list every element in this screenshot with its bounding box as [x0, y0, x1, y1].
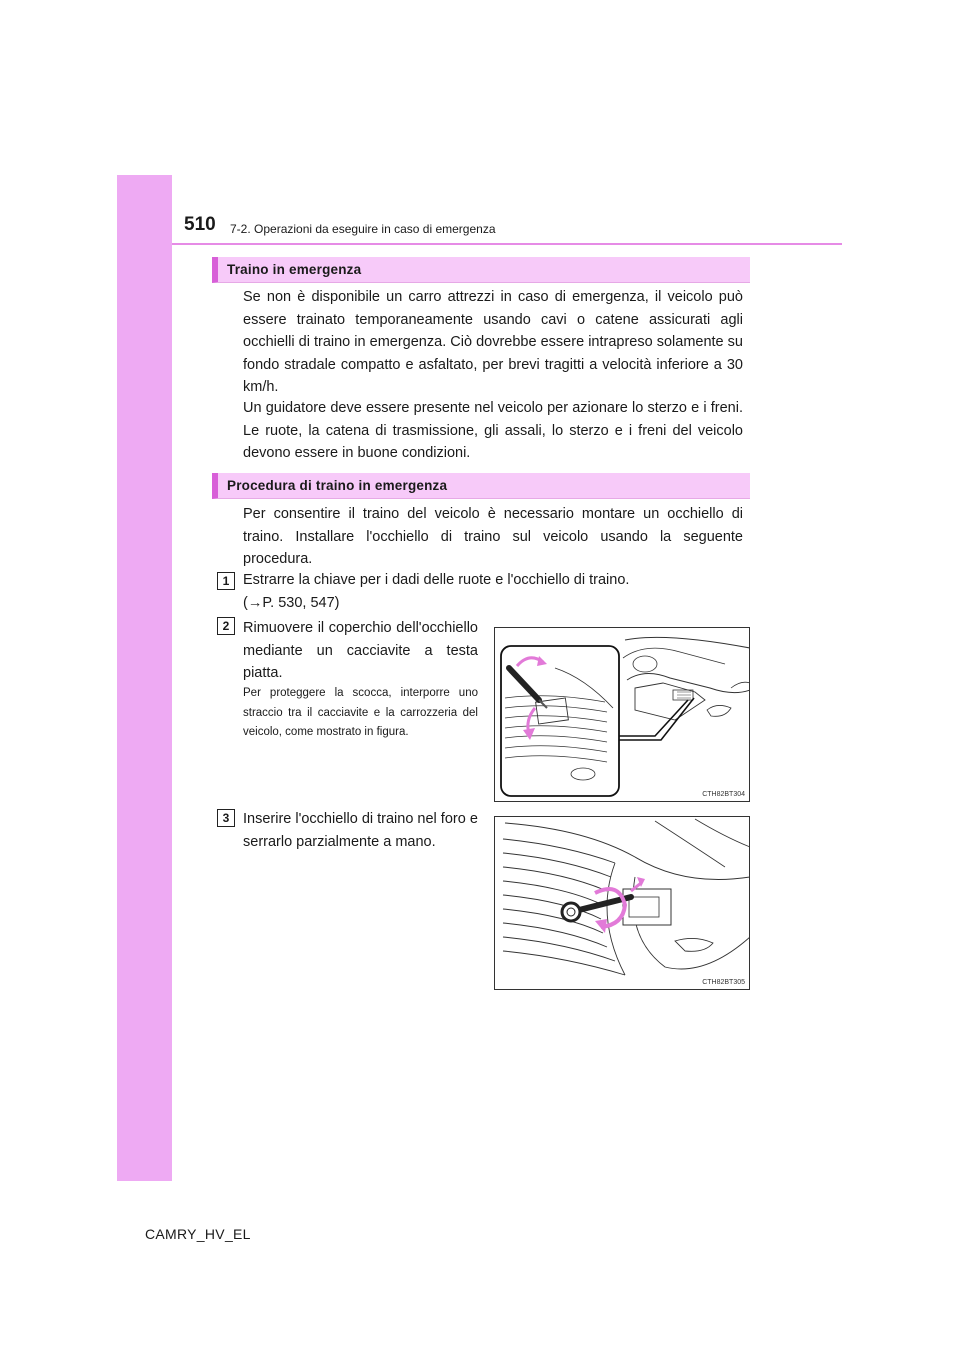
step-3-text: Inserire l'occhiello di traino nel foro e serrarlo parzialmente a mano.: [243, 811, 478, 850]
paragraph-procedure-intro: Per consentire il traino del veicolo è necessario montare un occhiello di traino. Installare l'occhiello di traino sul veicolo usando la seguente procedura.: [243, 506, 743, 567]
section-heading-procedura: [212, 473, 750, 499]
page-number: 510: [184, 214, 216, 235]
paragraph-traino-intro: Se non è disponibile un carro attrezzi in caso di emergenza, il veicolo può essere trainato temporaneamente usando cavi o catene assicurati agli occhielli di traino in emergenza. Ciò dovrebbe essere intrapreso solamente su fondo stradale compatto e asfaltato, per brevi tragitti a velocità inferiore a 30 km/h.: [243, 289, 743, 395]
section-heading-text: Traino in emergenza: [227, 262, 362, 277]
header-rule: [172, 243, 842, 245]
section-heading-text: Procedura di traino in emergenza: [227, 478, 448, 493]
chapter-sidebar-tab: [117, 175, 172, 1181]
screwdriver-cover-illustration: [495, 628, 750, 802]
step-2-note: Per proteggere la scocca, interporre uno straccio tra il cacciavite e la carrozzeria del veicolo, come mostrato in figura.: [243, 687, 478, 738]
step-1-instruction: Estrarre la chiave per i dadi delle ruote e l'occhiello di traino.: [243, 572, 630, 588]
figure-code: CTH82BT305: [702, 979, 745, 986]
page-reference-link[interactable]: P. 530, 547: [262, 594, 335, 611]
paragraph-driver-requirement: Un guidatore deve essere presente nel veicolo per azionare lo sterzo e i freni. Le ruote, la catena di trasmissione, gli assali, lo sterzo e i freni del veicolo devono essere in buone condizioni.: [243, 400, 743, 461]
reference-arrow-icon: →: [247, 594, 263, 611]
chapter-title: 7-2. Operazioni da eseguire in caso di emergenza: [230, 222, 496, 236]
figure-remove-eyelet-cover: [494, 627, 750, 802]
model-code-footer: CAMRY_HV_EL: [145, 1226, 251, 1242]
figure-insert-towing-eyelet: [494, 816, 750, 990]
step-number-2: 2: [217, 617, 235, 635]
step-1-text: Estrarre la chiave per i dadi delle ruote e l'occhiello di traino. (→P. 530, 547): [243, 572, 630, 611]
section-heading-traino: [212, 257, 750, 283]
step-number-3: 3: [217, 809, 235, 827]
step-number-1: 1: [217, 572, 235, 590]
figure-code: CTH82BT304: [702, 791, 745, 798]
towing-eyelet-illustration: [495, 817, 750, 990]
step-2-text: Rimuovere il coperchio dell'occhiello mediante un cacciavite a testa piatta.: [243, 620, 478, 681]
